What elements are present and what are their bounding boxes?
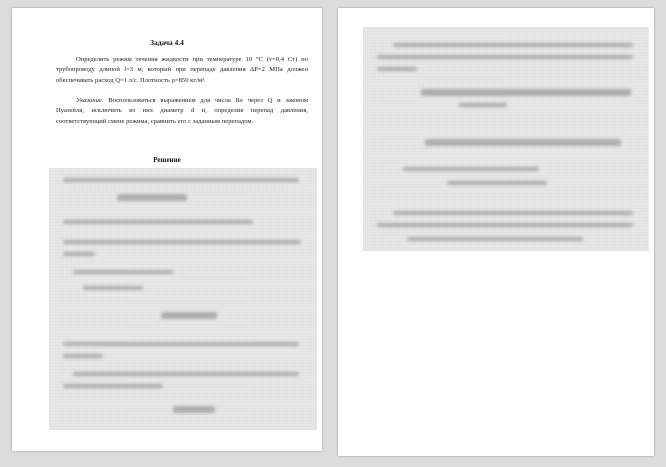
hint-text: Воспользоваться выражением для числа Re через Q и законом Пуазейля, исключить из них диаметр d и, определив перепад давления, соответствующий смене режима, сравнить его с заданным перепадом. (56, 97, 308, 125)
task-title: Задача 4.4 (150, 38, 184, 47)
document-page-1 (12, 8, 322, 451)
solution-title: Решение (153, 156, 181, 164)
hint-label: Указание. (76, 97, 104, 104)
hint-paragraph (56, 96, 308, 127)
blurred-solution-area (49, 168, 317, 430)
problem-statement: Определить режим течения жидкости при температуре 10 °С (ν=0,4 Ст) по трубопроводу длиной l=3 м, который при перепаде давления ΔP=2 МПа должен обеспечивать расход Q=1 л/с. Плотность ρ=850 кг/м³. (56, 56, 308, 84)
document-page-2 (338, 8, 654, 456)
blurred-solution-area-continued (363, 27, 649, 251)
